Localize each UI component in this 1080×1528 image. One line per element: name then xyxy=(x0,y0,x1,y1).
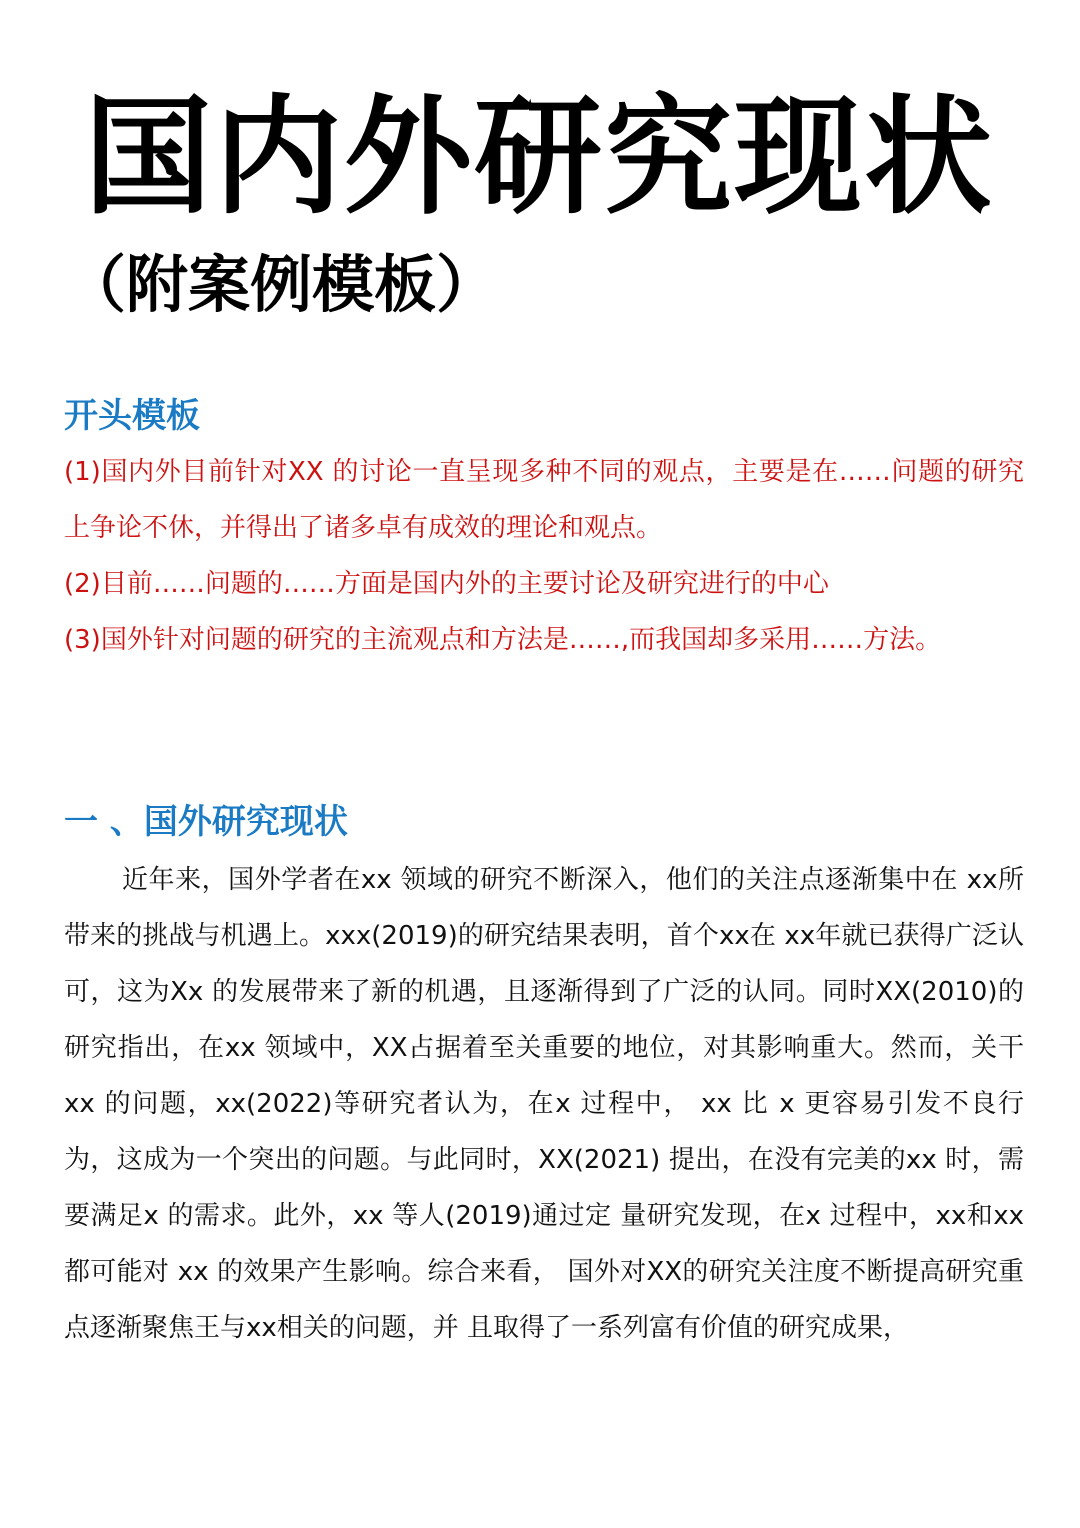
page-title: 国内外研究现状 xyxy=(84,83,995,232)
template-item-1: (1)国内外目前针对XX 的讨论一直呈现多种不同的观点，主要是在……问题的研究上争论不休，并得出了诸多卓有成效的理论和观点。 xyxy=(64,457,1024,543)
page-subtitle: （附案例模板） xyxy=(64,248,499,321)
foreign-research-paragraph: 近年来，国外学者在xx 领域的研究不断深入，他们的关注点逐渐集中在 xx所带来的挑战与机遇上。xxx(2019)的研究结果表明，首个xx在 xx年就已获得广泛认可，这为Xx 的发展带来了新的机遇，且逐渐得到了广泛的认同。同时XX(2010)的研究指出，在xx 领域中，XX占据着至关重要的地位，对其影响重大。然而，关干xx 的问题，xx(2022)等研究者认为，在x 过程中， xx 比 x 更容易引发不良行为，这成为一个突出的问题。与此同时，XX(2021) 提出，在没有完美的xx 时，需要满足x 的需求。此外，xx 等人(2019)通过定 量研究发现，在x 过程中，xx和xx 都可能对 xx 的效果产生影响。综合来看， 国外对XX的研究关注度不断提高研究重点逐渐聚焦王与xx相关的问题，并 且取得了一系列富有价值的研究成果， xyxy=(64,865,1024,1343)
opening-template-heading: 开头模板 xyxy=(64,396,200,436)
template-item-3: (3)国外针对问题的研究的主流观点和方法是……,而我国却多采用……方法。 xyxy=(64,625,942,655)
foreign-research-heading: 一 、国外研究现状 xyxy=(64,802,348,842)
template-item-2: (2)目前……问题的……方面是国内外的主要讨论及研究进行的中心 xyxy=(64,569,829,599)
opening-template-list xyxy=(64,444,1024,668)
